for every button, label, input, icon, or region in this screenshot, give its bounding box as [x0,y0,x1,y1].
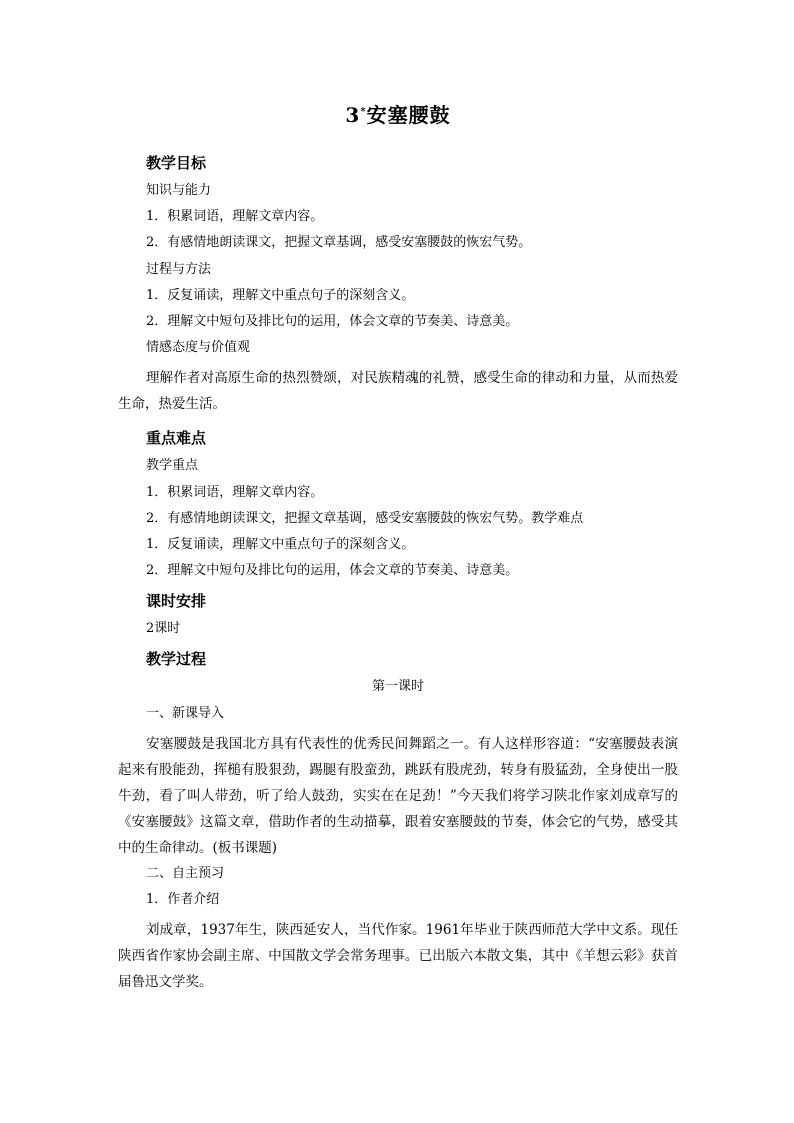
sub-heading-preview: 二、自主预习 [146,865,225,881]
section-heading-goals: 教学目标 [146,154,207,172]
list-item: 1．反复诵读，理解文中重点句子的深刻含义。 [146,536,415,552]
list-item: 1．积累词语，理解文章内容。 [146,484,324,500]
sub-heading-intro: 一、新课导入 [146,705,225,721]
paragraph-author: 刘成章，1937年生，陕西延安人，当代作家。1961年毕业于陕西师范大学中文系。现任陕西省作家协会副主席、中国散文学会常务理事。已出版六本散文集，其中《羊想云彩》获首届鲁迅文学奖。 [118,922,678,991]
sub-heading-key: 教学重点 [146,458,199,474]
paragraph-emotion: 理解作者对高原生命的热烈赞颂，对民族精魂的礼赞，感受生命的律动和力量，从而热爱生命，热爱生活。 [118,370,678,413]
title-number: 3 [345,103,361,127]
lesson-title: 第一课时 [371,679,424,695]
document-content [118,99,678,999]
list-item: 1．积累词语，理解文章内容。 [146,209,324,225]
paragraph-intro: 安塞腰鼓是我国北方具有代表性的优秀民间舞蹈之一。有人这样形容道：“安塞腰鼓表演起来有股能劲，挥槌有股狠劲，踢腿有股蛮劲，跳跃有股虎劲，转身有股猛劲，全身使出一股牛劲，看了叫人带劲，听了给人鼓劲，实实在在足劲！”今天我们将学习陕北作家刘成章写的《安塞腰鼓》这篇文章，借助作者的生动描摹，跟着安塞腰鼓的节奏，体会它的气势，感受其中的生命律动。(板书课题) [118,735,678,856]
schedule-value: 2课时 [146,621,181,637]
list-item: 2．有感情地朗读课文，把握文章基调，感受安塞腰鼓的恢宏气势。 [146,235,532,251]
section-heading-process: 教学过程 [146,650,207,669]
list-item: 2．理解文中短句及排比句的运用，体会文章的节奏美、诗意美。 [146,313,519,329]
sub-heading-emotion: 情感态度与价值观 [146,340,251,356]
list-item: 2．理解文中短句及排比句的运用，体会文章的节奏美、诗意美。 [146,563,519,579]
sub-heading-process: 过程与方法 [146,261,212,277]
sub-heading-author: 1．作者介绍 [146,892,220,907]
title-star: * [360,106,367,118]
list-item: 1．反复诵读，理解文中重点句子的深刻含义。 [146,287,415,303]
section-heading-key-points: 重点难点 [146,429,207,448]
sub-heading-knowledge: 知识与能力 [146,183,212,198]
title-text: 安塞腰鼓 [366,103,451,127]
list-item: 2．有感情地朗读课文，把握文章基调，感受安塞腰鼓的恢宏气势。教学难点 [146,510,584,526]
page-title [118,99,678,128]
section-heading-schedule: 课时安排 [146,592,207,611]
